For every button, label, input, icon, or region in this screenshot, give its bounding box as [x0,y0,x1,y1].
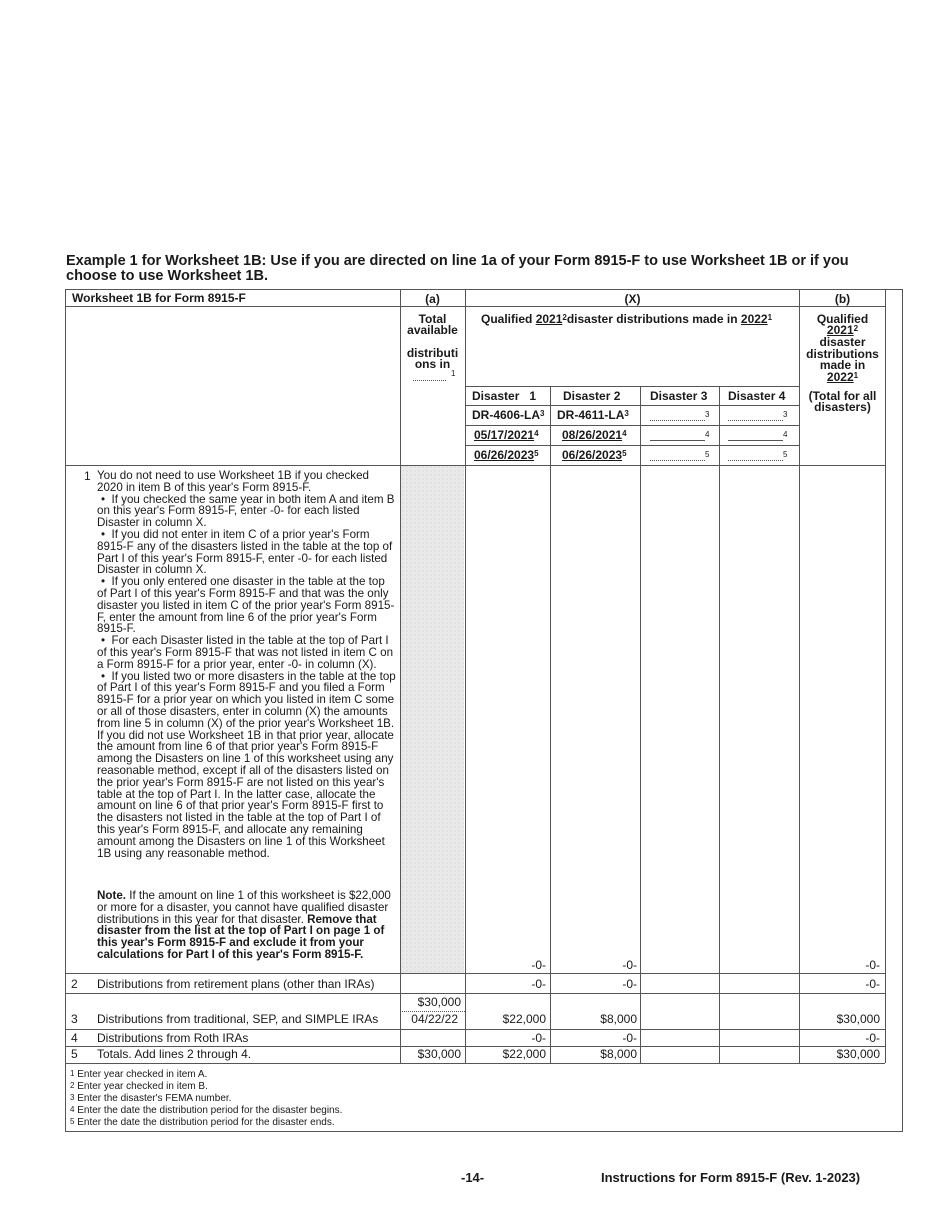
disaster-1-begin: 05/17/2021$^4$ [474,428,539,442]
col-b-line6: 2022$^1$ [826,370,859,384]
footer-title: Instructions for Form 8915-F (Rev. 1-2023) [601,1170,861,1185]
col-x-label: (X) [624,292,641,306]
col-b-label: (b) [834,292,851,306]
col-x-heading: Qualified 2021$^2$disaster distributions made in 2022$^1$ [481,312,773,326]
col-b-line8: disasters) [814,400,871,414]
line-3-d2: $8,000 [600,1012,637,1026]
disaster-4-end-blank [728,460,783,461]
col-a-sup: 1 [451,369,456,378]
footnote: $^1$ Enter year checked in item A. [70,1069,208,1080]
line-2-d2: -0- [622,977,637,991]
col-a-label: (a) [425,292,440,306]
col-b-line1: Qualified [816,312,869,326]
line-3-b: $30,000 [836,1012,880,1026]
line-2-d1: -0- [531,977,546,991]
footnote: $^4$ Enter the date the distribution period for the disaster begins. [70,1105,343,1116]
line-1-b: -0- [865,958,880,972]
line-4-d1: -0- [531,1031,546,1045]
col-b-line3: disaster [819,335,866,349]
line-1-number: 1 [84,469,91,483]
disaster-2-end: 06/26/2023$^5$ [562,448,627,462]
line-3-a-date: 04/22/22 [411,1012,458,1026]
line-4-d2: -0- [622,1031,637,1045]
col-b-line4: distributions [806,347,879,361]
line-1-intro: You do not need to use Worksheet 1B if you checked 2020 in item B of this year's Form 8915-F. [97,469,369,494]
col-a-line1: Total [418,312,447,326]
disaster-2-begin: 08/26/2021$^4$ [562,428,627,442]
line-1-note: Note. If the amount on line 1 of this worksheet is $22,000 or more for a disaster, you cannot have qualified disaster distributions in this year for that disaster. Remove that disaster from the list at the top of Part I on page 1 of this year's Form 8915-F and exclude it from your calculations for Part I of this year's Form 8915-F. [97,889,391,961]
col-b-line2: 2021$^2$ [826,323,859,337]
col-a-line4: ons in [414,357,451,371]
shaded-cell [401,465,464,973]
line-3-label: Distributions from traditional, SEP, and SIMPLE IRAs [97,1012,379,1026]
col-a-year-blank [413,380,446,381]
line-2-number: 2 [71,977,78,991]
col-b-line7: (Total for all [808,389,877,403]
disaster-4-fema-blank [728,420,783,421]
footnote: $^3$ Enter the disaster's FEMA number. [70,1093,232,1104]
line-1-instructions [97,470,397,859]
disaster-2-name: Disaster 2 [563,389,621,403]
line-1-bullet: • If you did not enter in item C of a prior year's Form 8915-F any of the disasters listed in the table at the top of Part I of this year's Form 8915-F, enter -0- for each listed Disaster in column X. [97,527,393,577]
disaster-4-name: Disaster 4 [728,389,786,403]
line-5-label: Totals. Add lines 2 through 4. [97,1047,252,1061]
line-3-a-amount: $30,000 [417,995,461,1009]
line-4-number: 4 [71,1031,78,1045]
line-5-d1: $22,000 [502,1047,546,1061]
disaster-1-name: Disaster 1 [472,389,537,403]
col-a-line3: distributi [406,346,459,360]
disaster-2-fema: $DR-4611-LA^3$ [557,408,629,422]
line-5-a: $30,000 [417,1047,461,1061]
col-b-line5: made in [819,358,866,372]
disaster-1-fema: $DR-4606-LA^3$ [472,408,545,422]
footnote: $^2$ Enter year checked in item B. [70,1081,208,1092]
disaster-3-end-blank [650,460,705,461]
line-5-d2: $8,000 [600,1047,637,1061]
disaster-4-begin-blank [728,440,783,441]
line-1-bullet: • For each Disaster listed in the table at the top of Part I of this year's Form 8915-F that was not listed in item C on a Form 8915-F for a prior year, enter -0- in column (X). [97,634,394,671]
disaster-3-name: Disaster 3 [650,389,708,403]
line-1-bullet: • If you only entered one disaster in the table at the top of Part I of this year's Form 8915-F and that was the only disaster you listed in item C of the prior year's Form 8915-F, enter the amount from line 6 of the prior year's Form 8915-F. [97,575,395,636]
line-2-b: -0- [865,977,880,991]
line-4-b: -0- [865,1031,880,1045]
line-3-number: 3 [71,1012,78,1026]
line-4-label: Distributions from Roth IRAs [97,1031,249,1045]
disaster-3-fema-blank [650,420,705,421]
page-number: -14- [461,1170,485,1185]
example-title: Example 1 for Worksheet 1B: Use if you are directed on line 1a of your Form 8915-F to use Worksheet 1B or if you choose to use Worksheet 1B. [66,253,849,284]
worksheet-title: Worksheet 1B for Form 8915-F [72,291,246,305]
line-5-number: 5 [71,1047,78,1061]
line-1-d1: -0- [531,958,546,972]
line-3-d1: $22,000 [502,1012,546,1026]
col-a-line2: available [407,323,458,337]
disaster-3-begin-blank [650,440,705,441]
footnote: $^5$ Enter the date the distribution period for the disaster ends. [70,1117,335,1128]
line-1-bullet: • If you checked the same year in both item A and item B on this year's Form 8915-F, enter -0- for each listed Disaster in column X. [97,492,395,530]
line-5-b: $30,000 [836,1047,880,1061]
disaster-1-end: 06/26/2023$^5$ [474,448,539,462]
line-1-bullet: • If you listed two or more disasters in the table at the top of Part I of this year's Form 8915-F and you filed a Form 8915-F for a prior year on which you listed in item C some or all of those disasters, enter in column (X) the amounts from line 5 in column (X) of the prior year's Worksheet 1B. If you did not use Worksheet 1B in that prior year, allocate the amount from line 6 of that prior year's Form 8915-F among the Disasters on line 1 of this worksheet using any reasonable method, except if all of the disasters listed on the prior year's Form 8915-F are not listed on this year's table at the top of Part I. In the latter case, allocate the amount on line 6 of that prior year's Form 8915-F first to the disasters not listed in the table at the top of Part I of this year's Form 8915-F, and allocate any remaining amount among the Disasters on line 1 of this Worksheet 1B using any reasonable method. [97,669,396,860]
line-2-label: Distributions from retirement plans (other than IRAs) [97,977,375,991]
line-1-d2: -0- [622,958,637,972]
